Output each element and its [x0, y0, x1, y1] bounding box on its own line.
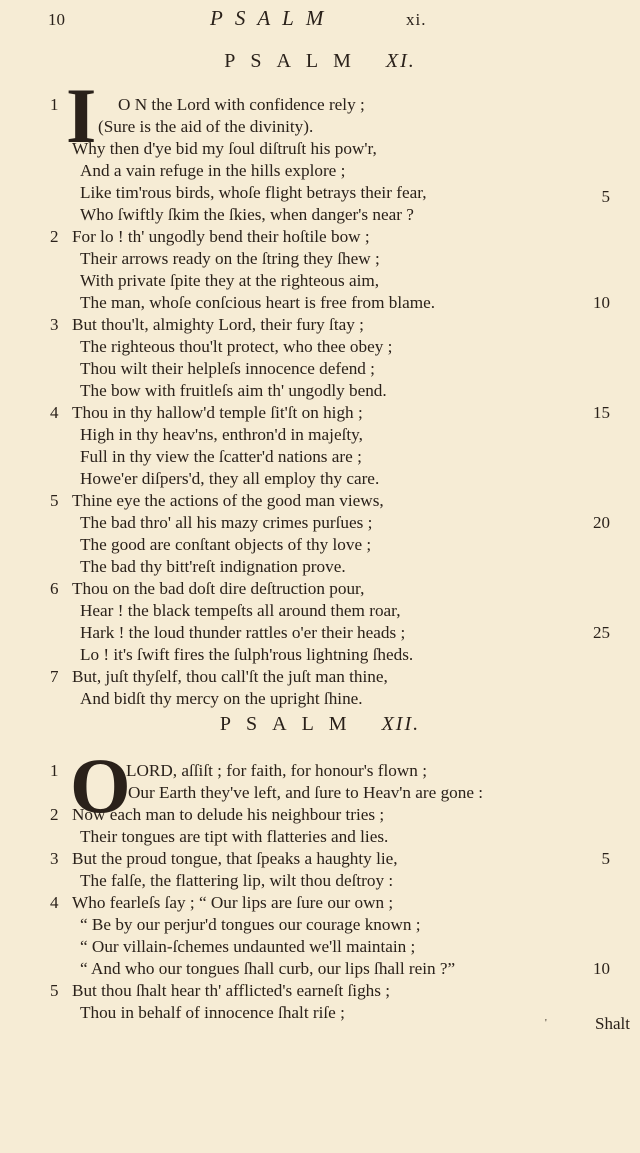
- psalm-line: But the proud tongue, that ſpeaks a haughty lie,: [72, 849, 398, 868]
- psalm-11-title: PSALM: [224, 50, 366, 72]
- drop-cap-o: O: [70, 742, 131, 829]
- psalm-line: “ Be by our perjur'd tongues our courage known ;: [80, 915, 421, 934]
- verse-number: 5: [50, 491, 59, 510]
- verse-number: 3: [50, 315, 59, 334]
- psalm-11-heading: [0, 50, 640, 73]
- psalm-line: Howe'er diſpers'd, they all employ thy care.: [80, 469, 380, 488]
- psalm-line: But thou ſhalt hear th' afflicted's earneſt ſighs ;: [72, 981, 391, 1000]
- verse-number: 6: [50, 579, 59, 598]
- psalm-line: With private ſpite they at the righteous aim,: [80, 271, 380, 290]
- psalm-line: Now each man to delude his neighbour tries ;: [72, 805, 385, 824]
- line-number: 10: [593, 959, 610, 978]
- verse-number: 2: [50, 227, 59, 246]
- psalm-11-number: XI.: [385, 50, 416, 72]
- psalm-line: Why then d'ye bid my ſoul diſtruſt his pow'r,: [72, 139, 377, 158]
- line-number: 15: [593, 403, 610, 422]
- psalm-line: The man, whoſe conſcious heart is free from blame.: [80, 293, 436, 312]
- running-title: PSALM: [210, 6, 336, 30]
- psalm-line: Hark ! the loud thunder rattles o'er their heads ;: [80, 623, 406, 642]
- psalm-line: Their arrows ready on the ſtring they ſhew ;: [80, 249, 380, 268]
- running-subtitle: xi.: [406, 10, 427, 29]
- verse-number: 1: [50, 761, 59, 780]
- psalm-line: Thou in behalf of innocence ſhalt riſe ;: [80, 1003, 345, 1022]
- psalm-line: Lo ! it's ſwift fires the ſulph'rous lightning ſheds.: [80, 645, 414, 664]
- psalm-line: Thine eye the actions of the good man views,: [72, 491, 384, 510]
- line-number: 25: [593, 623, 610, 642]
- psalm-line: The good are conſtant objects of thy love ;: [80, 535, 372, 554]
- psalm-line: Like tim'rous birds, whoſe flight betrays their fear,: [80, 183, 427, 202]
- verse-number: 4: [50, 403, 59, 422]
- psalm-line: The bad thro' all his mazy crimes purſues ;: [80, 513, 373, 532]
- line-number: 10: [593, 293, 610, 312]
- verse-number: 2: [50, 805, 59, 824]
- psalm-line: Thou on the bad doſt dire deſtruction pour,: [72, 579, 365, 598]
- psalm-line: High in thy heav'ns, enthron'd in majeſty,: [80, 425, 363, 444]
- line-number: 20: [593, 513, 610, 532]
- verse-number: 7: [50, 667, 59, 686]
- psalm-line: But thou'lt, almighty Lord, their fury ſtay ;: [72, 315, 364, 334]
- psalm-line: And a vain refuge in the hills explore ;: [80, 161, 346, 180]
- psalm-line: Hear ! the black tempeſts all around them roar,: [80, 601, 401, 620]
- psalm-line: But, juſt thyſelf, thou call'ſt the juſt man thine,: [72, 667, 388, 686]
- psalm-line: The righteous thou'lt protect, who thee obey ;: [80, 337, 393, 356]
- psalm-12-heading: [0, 713, 640, 736]
- line-number: 5: [601, 849, 610, 868]
- psalm-line: For lo ! th' ungodly bend their hoſtile bow ;: [72, 227, 370, 246]
- psalm-line: Thou wilt their helpleſs innocence defend ;: [80, 359, 375, 378]
- psalm-line: Our Earth they've left, and ſure to Heav'n are gone :: [128, 783, 484, 802]
- psalm-line: (Sure is the aid of the divinity).: [98, 117, 314, 136]
- psalm-line: The falſe, the flattering lip, wilt thou deſtroy :: [80, 871, 394, 890]
- psalm-line: Who fearleſs ſay ; “ Our lips are ſure our own ;: [72, 893, 394, 912]
- psalm-line: And bidſt thy mercy on the upright ſhine.: [80, 689, 363, 708]
- psalm-line: “ Our villain-ſchemes undaunted we'll maintain ;: [80, 937, 416, 956]
- catchword: Shalt: [595, 1014, 630, 1033]
- psalm-line: LORD, aſſiſt ; for faith, for honour's flown ;: [126, 761, 427, 780]
- psalm-12-title: PSALM: [219, 713, 362, 735]
- running-head: [0, 6, 640, 32]
- line-number: 5: [601, 187, 610, 206]
- psalm-line: The bow with fruitleſs aim th' ungodly bend.: [80, 381, 387, 400]
- psalm-line: “ And who our tongues ſhall curb, our lips ſhall rein ?”: [80, 959, 456, 978]
- psalm-12-number: XII.: [381, 713, 421, 735]
- verse-number: 1: [50, 95, 59, 114]
- psalm-line: Thou in thy hallow'd temple ſit'ſt on high ;: [72, 403, 363, 422]
- verse-number: 5: [50, 981, 59, 1000]
- verse-number: 3: [50, 849, 59, 868]
- psalm-line: Their tongues are tipt with flatteries and lies.: [80, 827, 389, 846]
- psalm-line: Who ſwiftly ſkim the ſkies, when danger's near ?: [80, 205, 414, 224]
- psalm-line: O N the Lord with confidence rely ;: [118, 95, 365, 114]
- psalm-line: The bad thy bitt'reſt indignation prove.: [80, 557, 346, 576]
- page-number: 10: [48, 10, 65, 29]
- ink-fleck: ': [545, 1018, 547, 1029]
- psalm-line: Full in thy view the ſcatter'd nations are ;: [80, 447, 362, 466]
- drop-cap-i: I: [66, 72, 97, 159]
- verse-number: 4: [50, 893, 59, 912]
